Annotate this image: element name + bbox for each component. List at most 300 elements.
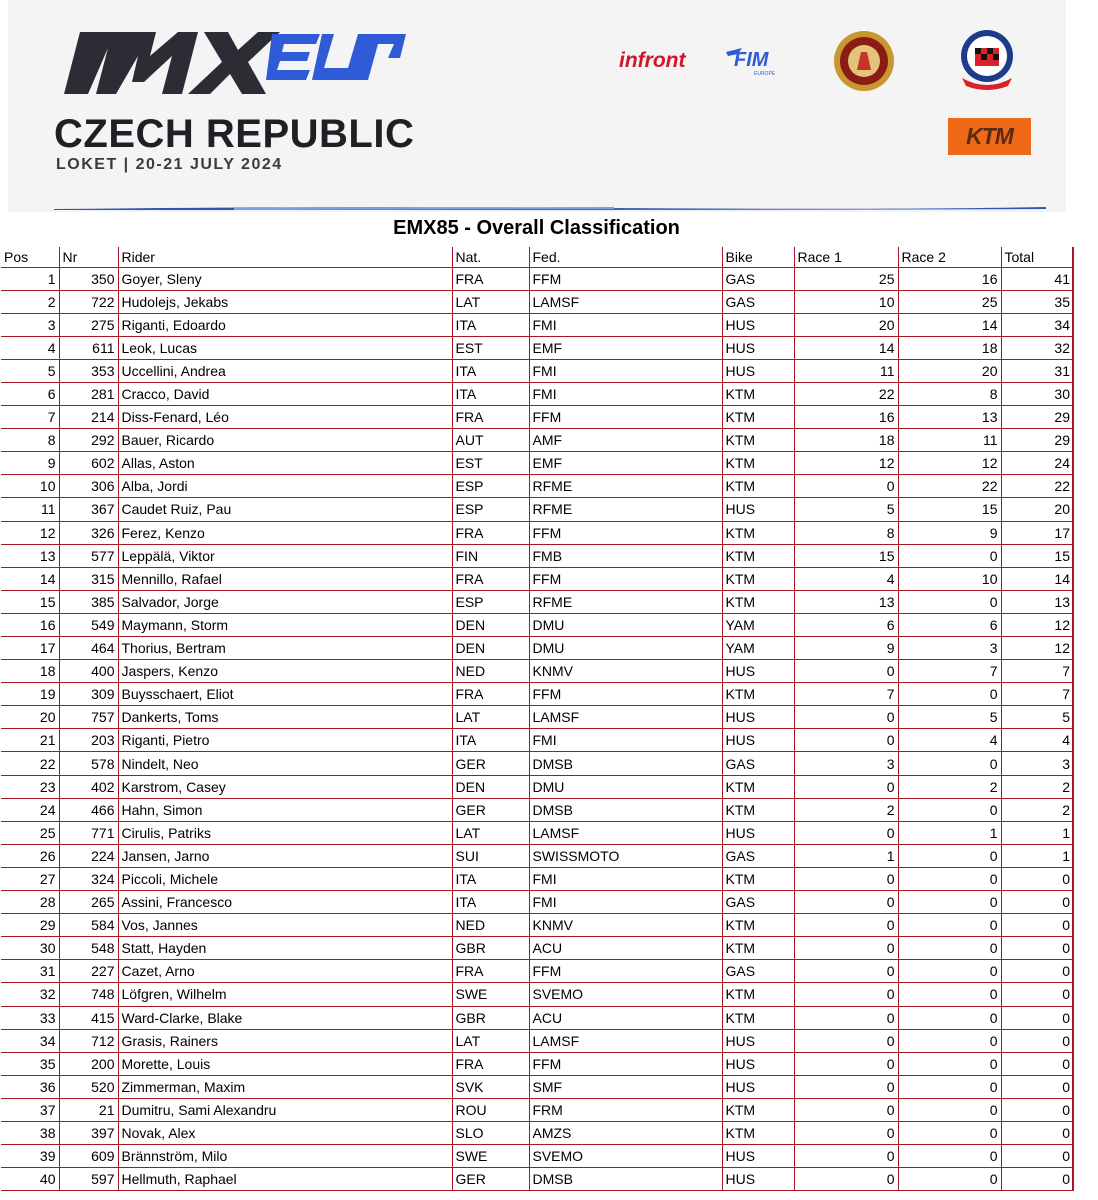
classification-table-container [1,247,1073,1191]
cell-rider: Dankerts, Toms [118,706,452,729]
cell-nr: 326 [59,521,118,544]
cell-nr: 415 [59,1006,118,1029]
cell-race1: 0 [794,891,898,914]
cell-race2: 0 [898,1145,1001,1168]
table-row [1,429,1073,452]
cell-nr: 611 [59,336,118,359]
cell-race1: 0 [794,1029,898,1052]
cell-nr: 265 [59,891,118,914]
cell-race2: 3 [898,637,1001,660]
cell-nat: ESP [452,498,529,521]
table-row [1,406,1073,429]
cell-nr: 520 [59,1075,118,1098]
cell-total: 0 [1001,1075,1073,1098]
cell-race1: 22 [794,382,898,405]
cell-pos: 23 [1,775,59,798]
cell-race2: 0 [898,1098,1001,1121]
cell-race2: 0 [898,544,1001,567]
cell-nat: ITA [452,359,529,382]
cell-nr: 306 [59,475,118,498]
cell-bike: YAM [722,637,794,660]
cell-pos: 11 [1,498,59,521]
cell-bike: GAS [722,752,794,775]
cell-pos: 36 [1,1075,59,1098]
cell-bike: KTM [722,521,794,544]
cell-race1: 0 [794,914,898,937]
table-row [1,1006,1073,1029]
cell-race2: 0 [898,1006,1001,1029]
fim-sub-text: EUROPE [754,71,776,77]
cell-rider: Jansen, Jarno [118,844,452,867]
cell-total: 3 [1001,752,1073,775]
cell-rider: Jaspers, Kenzo [118,660,452,683]
cell-nr: 466 [59,798,118,821]
cell-pos: 25 [1,821,59,844]
cell-race1: 0 [794,775,898,798]
cell-nr: 227 [59,960,118,983]
event-banner [8,0,1066,212]
cell-bike: KTM [722,1006,794,1029]
cell-bike: KTM [722,382,794,405]
col-header-nat: Nat. [452,247,529,267]
table-row [1,821,1073,844]
cell-rider: Allas, Aston [118,452,452,475]
cell-race2: 7 [898,660,1001,683]
cell-fed: SWISSMOTO [529,844,722,867]
mxeuro-logo [58,28,410,96]
fim-text: FIM [734,49,769,71]
cell-race2: 0 [898,983,1001,1006]
cell-race1: 0 [794,983,898,1006]
cell-race1: 20 [794,313,898,336]
cell-race2: 0 [898,914,1001,937]
cell-pos: 33 [1,1006,59,1029]
cell-rider: Riganti, Edoardo [118,313,452,336]
cell-fed: LAMSF [529,706,722,729]
cell-bike: GAS [722,891,794,914]
cell-bike: GAS [722,844,794,867]
cell-rider: Mennillo, Rafael [118,567,452,590]
cell-rider: Caudet Ruiz, Pau [118,498,452,521]
cell-pos: 30 [1,937,59,960]
cell-total: 0 [1001,1029,1073,1052]
cell-rider: Hahn, Simon [118,798,452,821]
cell-fed: FMI [529,729,722,752]
cell-nr: 464 [59,637,118,660]
cell-fed: RFME [529,475,722,498]
cell-rider: Cirulis, Patriks [118,821,452,844]
cell-bike: HUS [722,729,794,752]
cell-race1: 0 [794,660,898,683]
cell-fed: DMSB [529,1168,722,1191]
cell-race1: 1 [794,844,898,867]
table-row [1,567,1073,590]
cell-pos: 10 [1,475,59,498]
cell-rider: Riganti, Pietro [118,729,452,752]
cell-fed: FFM [529,406,722,429]
cell-nat: LAT [452,290,529,313]
cell-nat: LAT [452,1029,529,1052]
cell-race1: 0 [794,1121,898,1144]
cell-fed: SMF [529,1075,722,1098]
cell-total: 29 [1001,429,1073,452]
cell-fed: SVEMO [529,1145,722,1168]
cell-nr: 350 [59,267,118,290]
cell-total: 7 [1001,660,1073,683]
cell-fed: FFM [529,567,722,590]
cell-fed: EMF [529,452,722,475]
cell-race1: 0 [794,821,898,844]
cell-pos: 18 [1,660,59,683]
cell-total: 35 [1001,290,1073,313]
cell-nat: ITA [452,891,529,914]
cell-rider: Dumitru, Sami Alexandru [118,1098,452,1121]
cell-pos: 4 [1,336,59,359]
cell-total: 15 [1001,544,1073,567]
cell-nat: DEN [452,613,529,636]
cell-total: 0 [1001,867,1073,890]
cell-pos: 34 [1,1029,59,1052]
cell-nr: 353 [59,359,118,382]
cell-pos: 20 [1,706,59,729]
cell-total: 1 [1001,821,1073,844]
cell-nr: 549 [59,613,118,636]
cell-nr: 712 [59,1029,118,1052]
cell-race2: 14 [898,313,1001,336]
cell-rider: Hudolejs, Jekabs [118,290,452,313]
cell-race2: 0 [898,752,1001,775]
cell-race2: 5 [898,706,1001,729]
cell-bike: KTM [722,544,794,567]
ktm-logo-text: KTM [966,123,1013,149]
cell-bike: GAS [722,960,794,983]
cell-total: 0 [1001,1121,1073,1144]
cell-pos: 6 [1,382,59,405]
cell-total: 32 [1001,336,1073,359]
cell-race2: 10 [898,567,1001,590]
table-row [1,267,1073,290]
cell-fed: FMI [529,313,722,336]
cell-total: 34 [1001,313,1073,336]
table-row [1,613,1073,636]
cell-fed: DMU [529,613,722,636]
table-row [1,1052,1073,1075]
cell-bike: KTM [722,914,794,937]
cell-nat: EST [452,336,529,359]
cell-nat: GER [452,1168,529,1191]
cell-fed: KNMV [529,660,722,683]
cell-total: 13 [1001,590,1073,613]
cell-bike: KTM [722,452,794,475]
cell-nat: SVK [452,1075,529,1098]
cell-pos: 35 [1,1052,59,1075]
club-emblem-icon [958,28,1016,90]
cell-fed: DMSB [529,798,722,821]
cell-race1: 0 [794,1006,898,1029]
cell-nat: AUT [452,429,529,452]
cell-race1: 5 [794,498,898,521]
cell-race2: 15 [898,498,1001,521]
cell-nr: 597 [59,1168,118,1191]
cell-total: 31 [1001,359,1073,382]
cell-pos: 7 [1,406,59,429]
cell-rider: Grasis, Rainers [118,1029,452,1052]
cell-total: 0 [1001,1052,1073,1075]
cell-race2: 0 [898,1075,1001,1098]
cell-bike: GAS [722,267,794,290]
cell-pos: 14 [1,567,59,590]
cell-fed: SVEMO [529,983,722,1006]
cell-race2: 20 [898,359,1001,382]
cell-bike: KTM [722,429,794,452]
cell-nr: 602 [59,452,118,475]
cell-bike: KTM [722,937,794,960]
cell-pos: 28 [1,891,59,914]
cell-total: 24 [1001,452,1073,475]
fim-europe-logo [724,42,779,78]
cell-total: 1 [1001,844,1073,867]
cell-bike: HUS [722,1145,794,1168]
ktm-logo [948,118,1031,155]
cell-pos: 39 [1,1145,59,1168]
cell-race1: 0 [794,937,898,960]
cell-pos: 29 [1,914,59,937]
cell-nr: 584 [59,914,118,937]
cell-pos: 38 [1,1121,59,1144]
table-row [1,706,1073,729]
table-row [1,313,1073,336]
cell-pos: 9 [1,452,59,475]
cell-race1: 12 [794,452,898,475]
cell-pos: 31 [1,960,59,983]
table-row [1,382,1073,405]
cell-bike: HUS [722,821,794,844]
cell-rider: Cazet, Arno [118,960,452,983]
cell-bike: KTM [722,798,794,821]
table-row [1,336,1073,359]
cell-pos: 12 [1,521,59,544]
table-row [1,1098,1073,1121]
cell-nr: 214 [59,406,118,429]
cell-nat: LAT [452,706,529,729]
cell-race1: 6 [794,613,898,636]
cell-race2: 0 [898,867,1001,890]
cell-total: 0 [1001,960,1073,983]
cell-bike: KTM [722,590,794,613]
cell-nat: ITA [452,382,529,405]
cell-nat: GBR [452,937,529,960]
cell-bike: HUS [722,336,794,359]
cell-total: 0 [1001,1145,1073,1168]
table-row [1,544,1073,567]
cell-fed: FRM [529,1098,722,1121]
cell-rider: Leok, Lucas [118,336,452,359]
cell-nr: 577 [59,544,118,567]
cell-fed: DMSB [529,752,722,775]
cell-bike: KTM [722,406,794,429]
cell-nat: FRA [452,960,529,983]
cell-nat: SLO [452,1121,529,1144]
cell-race1: 0 [794,706,898,729]
cell-bike: HUS [722,498,794,521]
cell-race2: 12 [898,452,1001,475]
cell-pos: 32 [1,983,59,1006]
col-header-bike: Bike [722,247,794,267]
cell-nr: 281 [59,382,118,405]
cell-fed: AMZS [529,1121,722,1144]
cell-fed: ACU [529,937,722,960]
cell-nat: ESP [452,475,529,498]
cell-race2: 16 [898,267,1001,290]
cell-race2: 13 [898,406,1001,429]
table-row [1,452,1073,475]
cell-rider: Maymann, Storm [118,613,452,636]
table-row [1,937,1073,960]
cell-total: 17 [1001,521,1073,544]
table-row [1,660,1073,683]
cell-rider: Piccoli, Michele [118,867,452,890]
cell-race2: 0 [898,1029,1001,1052]
cell-race2: 0 [898,1168,1001,1191]
page-title: EMX85 - Overall Classification [393,217,680,239]
cell-bike: KTM [722,983,794,1006]
cell-pos: 8 [1,429,59,452]
cell-nr: 324 [59,867,118,890]
cell-rider: Ferez, Kenzo [118,521,452,544]
cell-bike: KTM [722,1098,794,1121]
col-header-race1: Race 1 [794,247,898,267]
cell-nat: ROU [452,1098,529,1121]
cell-fed: LAMSF [529,1029,722,1052]
cell-rider: Karstrom, Casey [118,775,452,798]
cell-nr: 275 [59,313,118,336]
col-header-fed: Fed. [529,247,722,267]
cell-total: 0 [1001,1168,1073,1191]
cell-total: 22 [1001,475,1073,498]
cell-race1: 0 [794,1075,898,1098]
cell-nr: 771 [59,821,118,844]
cell-total: 0 [1001,983,1073,1006]
cell-race2: 2 [898,775,1001,798]
cell-rider: Novak, Alex [118,1121,452,1144]
cell-pos: 40 [1,1168,59,1191]
cell-total: 7 [1001,683,1073,706]
cell-rider: Nindelt, Neo [118,752,452,775]
cell-bike: HUS [722,706,794,729]
cell-race2: 4 [898,729,1001,752]
cell-race1: 11 [794,359,898,382]
cell-pos: 37 [1,1098,59,1121]
cell-nr: 309 [59,683,118,706]
cell-pos: 15 [1,590,59,613]
cell-bike: HUS [722,660,794,683]
cell-fed: AMF [529,429,722,452]
cell-race1: 25 [794,267,898,290]
table-row [1,683,1073,706]
cell-rider: Uccellini, Andrea [118,359,452,382]
table-row [1,891,1073,914]
cell-nat: SWE [452,983,529,1006]
cell-nr: 315 [59,567,118,590]
cell-race1: 10 [794,290,898,313]
cell-bike: KTM [722,1121,794,1144]
cell-race1: 0 [794,1098,898,1121]
cell-nat: ESP [452,590,529,613]
cell-nr: 224 [59,844,118,867]
cell-nr: 722 [59,290,118,313]
cell-race2: 0 [898,891,1001,914]
cell-fed: KNMV [529,914,722,937]
cell-race1: 0 [794,867,898,890]
cell-pos: 5 [1,359,59,382]
cell-race1: 16 [794,406,898,429]
cell-nr: 578 [59,752,118,775]
cell-bike: KTM [722,775,794,798]
cell-race2: 0 [898,798,1001,821]
cell-fed: FMI [529,382,722,405]
cell-total: 29 [1001,406,1073,429]
cell-pos: 2 [1,290,59,313]
cell-total: 0 [1001,937,1073,960]
cell-rider: Bauer, Ricardo [118,429,452,452]
cell-total: 2 [1001,775,1073,798]
cell-total: 30 [1001,382,1073,405]
cell-total: 12 [1001,637,1073,660]
cell-race2: 9 [898,521,1001,544]
cell-nr: 609 [59,1145,118,1168]
cell-nat: EST [452,452,529,475]
cell-race1: 7 [794,683,898,706]
cell-fed: DMU [529,775,722,798]
table-row [1,1168,1073,1191]
cell-nat: FRA [452,406,529,429]
cell-race1: 13 [794,590,898,613]
cell-nr: 757 [59,706,118,729]
cell-race2: 25 [898,290,1001,313]
decorative-stripe [54,204,1046,212]
col-header-nr: Nr [59,247,118,267]
cell-race1: 14 [794,336,898,359]
cell-nat: FRA [452,521,529,544]
cell-fed: ACU [529,1006,722,1029]
cell-rider: Vos, Jannes [118,914,452,937]
table-row [1,475,1073,498]
cell-pos: 13 [1,544,59,567]
classification-table [1,247,1074,1191]
cell-race1: 2 [794,798,898,821]
table-row [1,798,1073,821]
cell-total: 14 [1001,567,1073,590]
cell-nat: NED [452,660,529,683]
cell-fed: FFM [529,521,722,544]
table-row [1,983,1073,1006]
cell-nat: SUI [452,844,529,867]
cell-race1: 15 [794,544,898,567]
cell-bike: KTM [722,475,794,498]
cell-race1: 18 [794,429,898,452]
cell-rider: Goyer, Sleny [118,267,452,290]
table-body [1,267,1073,1191]
table-row [1,359,1073,382]
cell-fed: EMF [529,336,722,359]
cell-nat: DEN [452,775,529,798]
cell-fed: LAMSF [529,821,722,844]
cell-nat: ITA [452,867,529,890]
cell-nat: GER [452,798,529,821]
cell-nat: FIN [452,544,529,567]
col-header-rider: Rider [118,247,452,267]
federation-seal-icon [833,30,895,92]
